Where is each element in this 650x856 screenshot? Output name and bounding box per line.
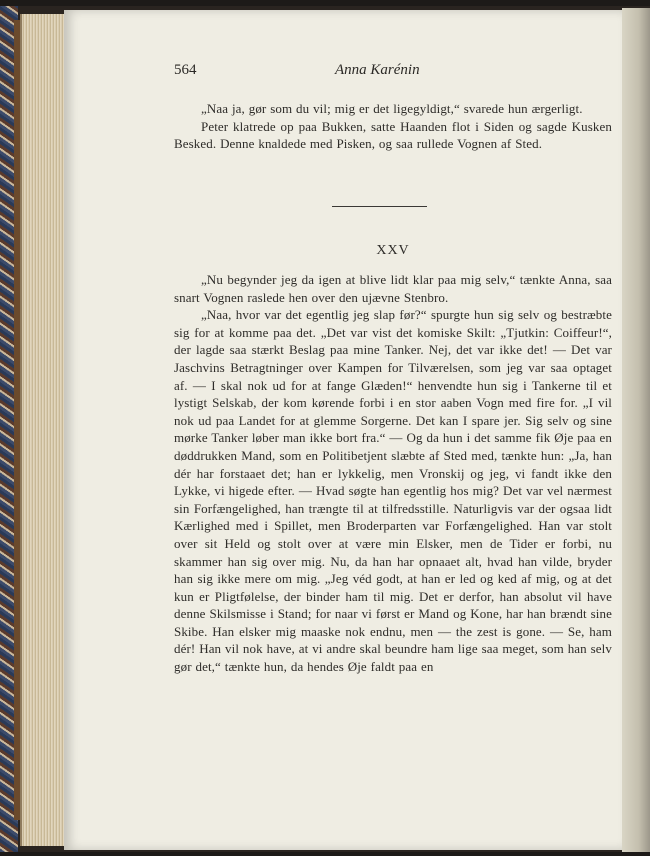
page-stack-edge (20, 14, 68, 846)
paragraph: Peter klatrede op paa Bukken, satte Haanden flot i Siden og sagde Kusken Besked. Denne knaldede med Pisken, og saa rullede Vognen af Sted. (174, 118, 612, 152)
running-title: Anna Karénin (335, 62, 420, 78)
text-block-before-break (174, 100, 612, 153)
chapter-heading: XXV (376, 243, 410, 258)
facing-page-edge (622, 8, 650, 852)
paragraph: „Naa, hvor var det egentlig jeg slap før?“ spurgte hun sig selv og bestræbte sig for at komme paa det. „Det var vist det komiske Skilt: „Tjutkin: Coiffeur!“, der lagde saa stærkt Beslag paa mine Tanker. Nej, det var ikke det! — Det var Jaschvins Betragtninger over Kampen for Tilværelsen, som jeg var saa optaget af. — I skal nok ud for at fange Glæden!“ henvendte hun sig i Tankerne til et lystigt Selskab, der kom kørende forbi i en stor aaben Vogn med fire for. „I vil nok ud paa Landet for at glemme Sorgerne. Det kan I spare jer. Sig selv og sine mørke Tanker løber man ikke bort fra.“ — Og da hun i det samme fik Øje paa en døddrukken Mand, som en Politibetjent slæbte af Sted med, tænkte hun: „Ja, han dér har forstaaet det; han er lykkelig, men Vronskij og jeg, vi fandt ikke den Lykke, vi higede efter. — Hvad søgte han egentlig hos mig? Det var vel nærmest sin Forfængelighed, han trængte til at tilfredsstille. Naturligvis var der ogsaa lidt Kærlighed med i Spillet, men Broderparten var Forfængelighed. Han var stolt over sit Held og stolt over at være min Elsker, men de Tider er forbi, nu skammer han sig over mig. Nu, da han har opnaaet alt, hvad han vilde, bryder han sig ikke mere om mig. „Jeg véd godt, at han er led og ked af mig, og at det kun er Pligtfølelse, der binder ham til mig. Det er derfor, han absolut vil have denne Skilsmisse i Stand; for naar vi først er Mand og Kone, har han brændt sine Skibe. Han elsker mig maaske nok endnu, men — the zest is gone. — Se, ham dér! Han vil nok have, at vi andre skal beundre ham lige saa meget, som han selv gør det,“ tænkte hun, da hendes Øje faldt paa en (174, 307, 612, 675)
text-block-chapter (174, 271, 612, 676)
paragraph: „Nu begynder jeg da igen at blive lidt klar paa mig selv,“ tænkte Anna, saa snart Vognen raslede hen over den ujævne Stenbro. (174, 272, 612, 305)
section-divider (332, 206, 427, 207)
running-header (174, 62, 614, 86)
paragraph: „Naa ja, gør som du vil; mig er det ligegyldigt,“ svarede hun ærgerligt. (201, 101, 583, 116)
page-number: 564 (174, 62, 197, 78)
